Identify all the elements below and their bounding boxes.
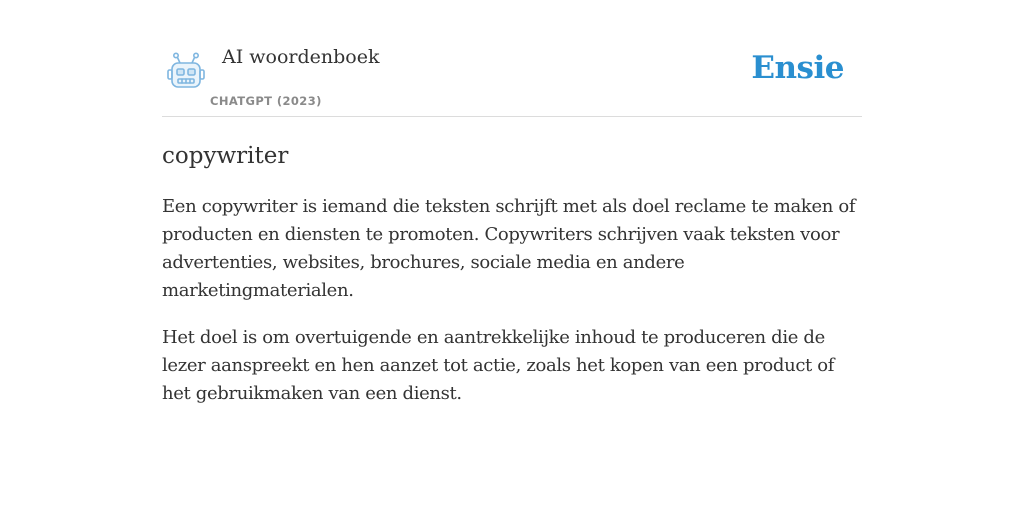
source-header <box>162 0 862 117</box>
source-subtitle: CHATGPT (2023) <box>210 94 322 108</box>
source-title[interactable]: AI woordenboek <box>222 46 380 68</box>
definition-paragraph-2: Het doel is om overtuigende en aantrekkelijke inhoud te produceren die de lezer aanspreekt en hen aanzet tot actie, zoals het kopen van een product of het gebruikmaken van een dienst. <box>162 327 835 404</box>
entry-term: copywriter <box>162 143 289 169</box>
page-container <box>162 0 862 408</box>
ensie-logo[interactable]: Ensie <box>751 50 844 86</box>
robot-icon <box>166 52 206 90</box>
definition-paragraph-1: Een copywriter is iemand die teksten schrijft met als doel reclame te maken of producten en diensten te promoten. Copywriters schrijven vaak teksten voor advertenties, websites, brochures, sociale media en andere marketingmaterialen. <box>162 196 856 301</box>
